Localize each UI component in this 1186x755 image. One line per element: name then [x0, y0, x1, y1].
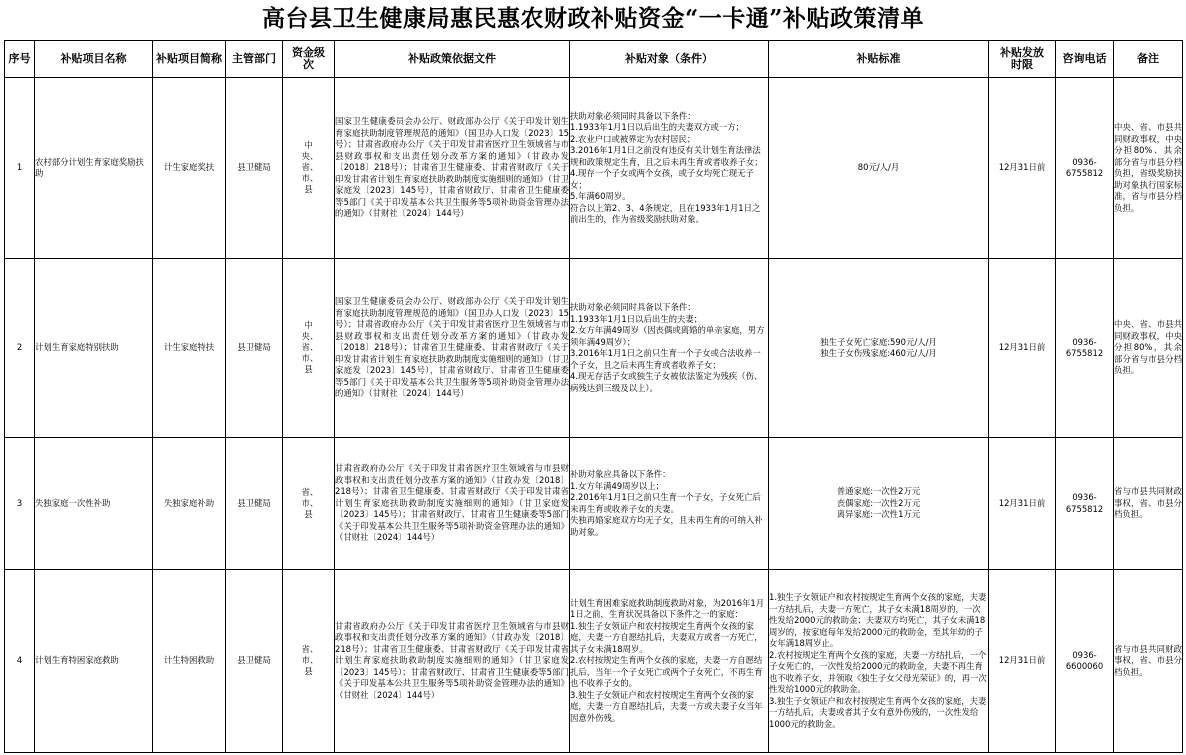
header-item-name: 补贴项目名称 [35, 41, 153, 78]
subsidy-policy-table [4, 40, 1183, 753]
cell-period: 12月31日前 [989, 570, 1056, 753]
cell-remark: 省与市县共同财政事权，省、市县分档负担。 [1114, 570, 1183, 753]
cell-basis: 国家卫生健康委员会办公厅、财政部办公厅《关于印发计划生育家庭扶助制度管理规范的通知》（国卫办人口发〔2023〕15号）；甘肃省政府办公厅《关于印发甘肃省医疗卫生领域省与市县财政事权和支出责任划分改革方案的通知》（甘政办发〔2018〕218号）；甘肃省卫生健康委、甘肃省财政厅《关于印发甘肃省计划生育家庭扶助救助制度实施细则的通知》（甘卫家庭发〔2023〕145号），甘肃省财政厅、甘肃省卫生健康委等5部门《关于印发基本公共卫生服务等5项补助资金管理办法的通知》（甘财社〔2024〕144号） [335, 78, 570, 259]
cell-dept: 县卫健局 [226, 438, 283, 570]
cell-seq: 1 [5, 78, 35, 259]
cell-basis: 国家卫生健康委员会办公厅、财政部办公厅《关于印发计划生育家庭扶助制度管理规范的通知》（国卫办人口发〔2023〕15号）；甘肃省政府办公厅《关于印发甘肃省医疗卫生领域省与市县财政事权和支出责任划分改革方案的通知》（甘政办发〔2018〕218号）；甘肃省卫生健康委、甘肃省财政厅《关于印发甘肃省计划生育家庭扶助救助制度实施细则的通知》（甘卫家庭发〔2023〕145号），甘肃省财政厅、甘肃省卫生健康委等5部门《关于印发基本公共卫生服务等5项补助资金管理办法的通知》（甘财社〔2024〕144号） [335, 259, 570, 438]
header-remark: 备注 [1114, 41, 1183, 78]
fund-level-text: 省、市、县 [301, 486, 319, 519]
cell-item-short: 失独家庭补助 [153, 438, 226, 570]
header-dept: 主管部门 [226, 41, 283, 78]
page-title: 高台县卫生健康局惠民惠农财政补贴资金“一卡通”补贴政策清单 [262, 5, 924, 32]
cell-basis: 甘肃省政府办公厅《关于印发甘肃省医疗卫生领域省与市县财政事权和支出责任划分改革方案的通知》（甘政办发〔2018〕218号）；甘肃省卫生健康委、甘肃省财政厅《关于印发甘肃省计划生育家庭扶助救助制度实施细则的通知》（甘卫家庭发〔2023〕145号）；甘肃省财政厅、甘肃省卫生健康委等5部门《关于印发基本公共卫生服务等5项补助资金管理办法的通知》（甘财社〔2024〕144号） [335, 570, 570, 753]
header-phone: 咨询电话 [1056, 41, 1114, 78]
fund-level-text: 中央、省、市、县 [301, 140, 319, 195]
fund-level-text: 中央、省、市、县 [301, 320, 319, 375]
cell-item-name: 计划生育家庭特别扶助 [35, 259, 153, 438]
cell-target: 扶助对象必须同时具备以下条件： 1.1933年1月1日以后出生的夫妻双方或一方； 2.农业户口或被界定为农村居民； 3.2016年1月1日之前没有违反有关计划生育法律法规和政策规定生育，且之后未再生育或者收养子女； 4.现存一个子女或两个女孩，或子女均死亡现无子女； 5.年满60周岁。 符合以上第2、3、4条规定，且在1933年1月1日之前出生的，作为省级奖励扶助对象。 [570, 78, 769, 259]
cell-standard: 普通家庭:一次性2万元 丧偶家庭:一次性2万元 离异家庭:一次性1万元 [769, 438, 989, 570]
header-target: 补贴对象（条件） [570, 41, 769, 78]
cell-item-name: 农村部分计划生育家庭奖励扶助 [35, 78, 153, 259]
cell-period: 12月31日前 [989, 78, 1056, 259]
cell-fund-level [283, 78, 335, 259]
cell-item-name: 失独家庭一次性补助 [35, 438, 153, 570]
cell-target: 计划生育困难家庭救助制度救助对象，为2016年1月1日之前，生育状况具备以下条件之一的家庭： 1.独生子女领证户和农村按规定生育两个女孩的家庭，夫妻一方自愿结扎后，夫妻双方或者一方死亡，其子女未满18周岁。 2.农村按规定生育两个女孩的家庭，夫妻一方自愿结扎后，当年一个子女死亡或两个子女死亡，不再生育也不收养子女的。 3.独生子女领证户和农村按规定生育两个女孩的家庭，夫妻一方自愿结扎后，夫妻一方或夫妻子女当年因意外伤残。 [570, 570, 769, 753]
cell-fund-level [283, 438, 335, 570]
cell-phone: 0936-6755812 [1056, 259, 1114, 438]
table-row [5, 570, 1183, 753]
table-row [5, 259, 1183, 438]
cell-remark: 省与市县共同财政事权，省、市县分档负担。 [1114, 438, 1183, 570]
cell-item-short: 计生特困救助 [153, 570, 226, 753]
cell-standard: 80元/人/月 [769, 78, 989, 259]
header-seq: 序号 [5, 41, 35, 78]
cell-dept: 县卫健局 [226, 259, 283, 438]
cell-fund-level [283, 259, 335, 438]
header-item-short: 补贴项目简称 [153, 41, 226, 78]
cell-dept: 县卫健局 [226, 570, 283, 753]
cell-item-name: 计划生育特困家庭救助 [35, 570, 153, 753]
fund-level-text: 省、市、县 [301, 644, 319, 677]
cell-period: 12月31日前 [989, 259, 1056, 438]
cell-seq: 2 [5, 259, 35, 438]
cell-item-short: 计生家庭特扶 [153, 259, 226, 438]
header-standard: 补贴标准 [769, 41, 989, 78]
cell-phone: 0936-6600060 [1056, 570, 1114, 753]
cell-seq: 3 [5, 438, 35, 570]
table-row [5, 78, 1183, 259]
header-basis: 补贴政策依据文件 [335, 41, 570, 78]
header-fund-level: 资金级次 [283, 41, 335, 78]
cell-seq: 4 [5, 570, 35, 753]
cell-fund-level [283, 570, 335, 753]
cell-remark: 中央、省、市县共同财政事权，中央分担80%，其余部分省与市县分档负担。 [1114, 259, 1183, 438]
cell-item-short: 计生家庭奖扶 [153, 78, 226, 259]
cell-standard: 1.独生子女领证户和农村按规定生育两个女孩的家庭，夫妻一方结扎后，夫妻一方死亡，其子女未满18周岁的，一次性发给2000元的救助金；夫妻双方均死亡，其子女未满18周岁的，按家庭每年发给2000元的救助金，至其年幼的子女年满18周岁止。 2.农村按规定生育两个女孩的家庭，夫妻一方结扎后，一个子女死亡的，一次性发给2000元的救助金，夫妻不再生育也不收养子女，并领取《独生子女父母光荣证》的，再一次性发给1000元的救助金。 3.独生子女领证户和农村按规定生育两个女孩的家庭，夫妻一方结扎后，夫妻或者其子女有意外伤残的，一次性发给1000元的救助金。 [769, 570, 989, 753]
header-period: 补贴发放时限 [989, 41, 1056, 78]
cell-remark: 中央、省、市县共同财政事权，中央分担80%、其余部分省与市县分档负担，省级奖励扶助对象执行国家标准，省与市县分档负担。 [1114, 78, 1183, 259]
cell-period: 12月31日前 [989, 438, 1056, 570]
cell-dept: 县卫健局 [226, 78, 283, 259]
cell-target: 扶助对象必须同时具备以下条件： 1.1933年1月1日以后出生的夫妻； 2.女方年满49周岁（因丧偶或离婚的单亲家庭，男方须年满49周岁）； 3.2016年1月1日之前只生育一个子女或合法收养一个子女，且之后未再生育或者收养子女； 4.现无存活子女或独生子女被依法鉴定为残疾（伤、病残达到三级及以上）。 [570, 259, 769, 438]
cell-phone: 0936-6755812 [1056, 438, 1114, 570]
header-row [5, 41, 1183, 78]
cell-standard: 独生子女死亡家庭:590元/人/月 独生子女伤残家庭:460元/人/月 [769, 259, 989, 438]
cell-basis: 甘肃省政府办公厅《关于印发甘肃省医疗卫生领域省与市县财政事权和支出责任划分改革方案的通知》（甘政办发〔2018〕218号）；甘肃省卫生健康委、甘肃省财政厅《关于印发甘肃省计划生育家庭扶助救助制度实施细则的通知》（甘卫家庭发〔2023〕145号）；甘肃省财政厅、甘肃省卫生健康委等5部门《关于印发基本公共卫生服务等5项补助资金管理办法的通知》（甘财社〔2024〕144号） [335, 438, 570, 570]
cell-phone: 0936-6755812 [1056, 78, 1114, 259]
cell-target: 补助对象应具备以下条件： 1.女方年满49周岁以上； 2.2016年1月1日之前只生育一个子女，子女死亡后未再生育或收养子女的夫妻。 失独再婚家庭双方均无子女，且未再生育的可纳入补助对象。 [570, 438, 769, 570]
table-row [5, 438, 1183, 570]
